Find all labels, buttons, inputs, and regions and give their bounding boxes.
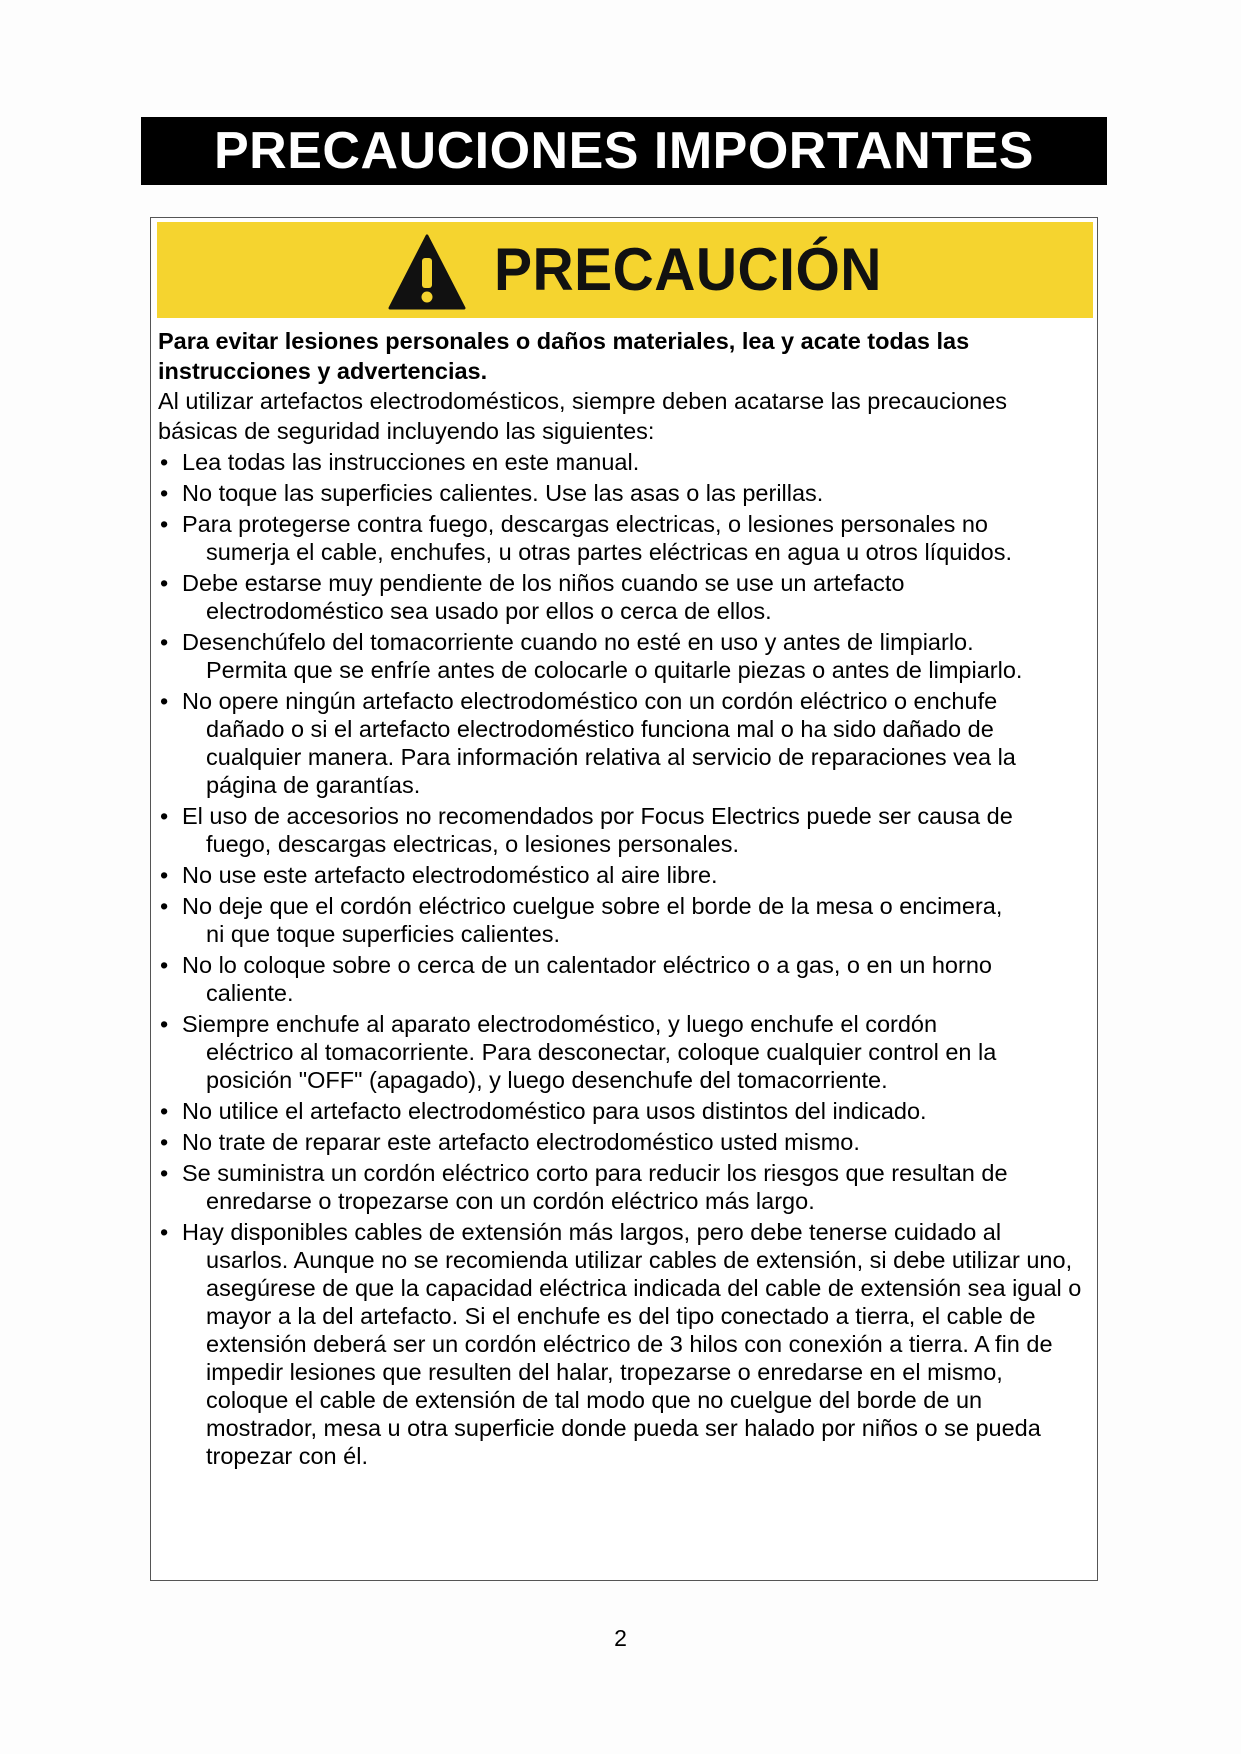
bullet-icon: • bbox=[160, 688, 169, 714]
list-item bbox=[158, 569, 1088, 625]
list-item bbox=[158, 510, 1088, 566]
list-item-text: Hay disponibles cables de extensión más largos, pero debe tenerse cuidado al bbox=[182, 1219, 1002, 1245]
caution-banner bbox=[157, 222, 1093, 318]
intro-text: Al utilizar artefactos electrodomésticos, siempre deben acatarse las precauciones básicas de seguridad incluyendo las siguientes: bbox=[158, 388, 1008, 444]
list-item-text: No deje que el cordón eléctrico cuelgue sobre el borde de la mesa o encimera, bbox=[182, 893, 1003, 919]
list-item bbox=[158, 687, 1088, 799]
list-item bbox=[158, 479, 1088, 507]
list-item-text: No trate de reparar este artefacto electrodoméstico usted mismo. bbox=[182, 1129, 860, 1155]
list-item bbox=[158, 1097, 1088, 1125]
bullet-icon: • bbox=[160, 1129, 169, 1155]
bullet-icon: • bbox=[160, 511, 169, 537]
list-item bbox=[158, 1128, 1088, 1156]
list-item bbox=[158, 1010, 1088, 1094]
list-item-text: Debe estarse muy pendiente de los niños cuando se use un artefacto bbox=[182, 570, 905, 596]
list-item-continuation: Permita que se enfríe antes de colocarle o quitarle piezas o antes de limpiarlo. bbox=[206, 657, 1023, 683]
bullet-icon: • bbox=[160, 570, 169, 596]
list-item-text: No opere ningún artefacto electrodoméstico con un cordón eléctrico o enchufe bbox=[182, 688, 998, 714]
bullet-icon: • bbox=[160, 1098, 169, 1124]
list-item-text: Desenchúfelo del tomacorriente cuando no esté en uso y antes de limpiarlo. bbox=[182, 629, 974, 655]
list-item bbox=[158, 951, 1088, 1007]
list-item-continuation: usarlos. Aunque no se recomienda utilizar cables de extensión, si debe utilizar uno, asegúrese de que la capacidad eléctrica indicada del cable de extensión sea igual o mayor a la del artefacto. Si el enchufe es del tipo conectado a tierra, el cable de extensión deberá ser un cordón eléctrico de 3 hilos con conexión a tierra. A fin de impedir lesiones que resulten del halar, tropezarse o enredarse en el mismo, coloque el cable de extensión de tal modo que no cuelgue del borde de un mostrador, mesa u otra superficie donde pueda ser halado por niños o se pueda tropezar con él. bbox=[206, 1247, 1082, 1469]
warning-triangle-icon bbox=[387, 232, 467, 312]
list-item-text: No lo coloque sobre o cerca de un calentador eléctrico o a gas, o en un horno bbox=[182, 952, 992, 978]
bullet-icon: • bbox=[160, 1219, 169, 1245]
list-item-text: Lea todas las instrucciones en este manual. bbox=[182, 449, 640, 475]
list-item-continuation: fuego, descargas electricas, o lesiones personales. bbox=[206, 831, 739, 857]
list-item-text: Siempre enchufe al aparato electrodoméstico, y luego enchufe el cordón bbox=[182, 1011, 938, 1037]
caution-box bbox=[150, 217, 1098, 1581]
list-item-continuation: electrodoméstico sea usado por ellos o cerca de ellos. bbox=[206, 598, 772, 624]
list-item bbox=[158, 448, 1088, 476]
list-item bbox=[158, 861, 1088, 889]
bullet-icon: • bbox=[160, 1160, 169, 1186]
list-item-text: El uso de accesorios no recomendados por Focus Electrics puede ser causa de bbox=[182, 803, 1013, 829]
list-item-text: No use este artefacto electrodoméstico al aire libre. bbox=[182, 862, 718, 888]
page-number: 2 bbox=[614, 1625, 627, 1651]
caution-content bbox=[158, 326, 1088, 1473]
list-item bbox=[158, 1218, 1088, 1470]
list-item-continuation: dañado o si el artefacto electrodoméstico funciona mal o ha sido dañado de cualquier manera. Para información relativa al servicio de reparaciones vea la página de garantías. bbox=[206, 716, 1016, 798]
list-item-text: Se suministra un cordón eléctrico corto para reducir los riesgos que resultan de bbox=[182, 1160, 1008, 1186]
page-title: PRECAUCIONES IMPORTANTES bbox=[214, 122, 1034, 180]
list-item bbox=[158, 628, 1088, 684]
intro-bold-text: Para evitar lesiones personales o daños materiales, lea y acate todas las instrucciones y advertencias. bbox=[158, 328, 970, 384]
list-item bbox=[158, 892, 1088, 948]
precautions-list bbox=[158, 448, 1088, 1470]
bullet-icon: • bbox=[160, 803, 169, 829]
list-item-continuation: ni que toque superficies calientes. bbox=[206, 921, 561, 947]
list-item-continuation: sumerja el cable, enchufes, u otras partes eléctricas en agua u otros líquidos. bbox=[206, 539, 1012, 565]
list-item bbox=[158, 1159, 1088, 1215]
bullet-icon: • bbox=[160, 629, 169, 655]
list-item bbox=[158, 802, 1088, 858]
bullet-icon: • bbox=[160, 1011, 169, 1037]
bullet-icon: • bbox=[160, 480, 169, 506]
list-item-continuation: eléctrico al tomacorriente. Para desconectar, coloque cualquier control en la posición "OFF" (apagado), y luego desenchufe del tomacorriente. bbox=[206, 1039, 997, 1093]
list-item-continuation: caliente. bbox=[206, 980, 294, 1006]
caution-heading: PRECAUCIÓN bbox=[494, 236, 882, 303]
title-bar bbox=[141, 117, 1107, 185]
list-item-text: Para protegerse contra fuego, descargas electricas, o lesiones personales no bbox=[182, 511, 988, 537]
bullet-icon: • bbox=[160, 862, 169, 888]
list-item-text: No utilice el artefacto electrodoméstico para usos distintos del indicado. bbox=[182, 1098, 927, 1124]
bullet-icon: • bbox=[160, 952, 169, 978]
list-item-text: No toque las superficies calientes. Use las asas o las perillas. bbox=[182, 480, 824, 506]
bullet-icon: • bbox=[160, 893, 169, 919]
bullet-icon: • bbox=[160, 449, 169, 475]
list-item-continuation: enredarse o tropezarse con un cordón eléctrico más largo. bbox=[206, 1188, 815, 1214]
